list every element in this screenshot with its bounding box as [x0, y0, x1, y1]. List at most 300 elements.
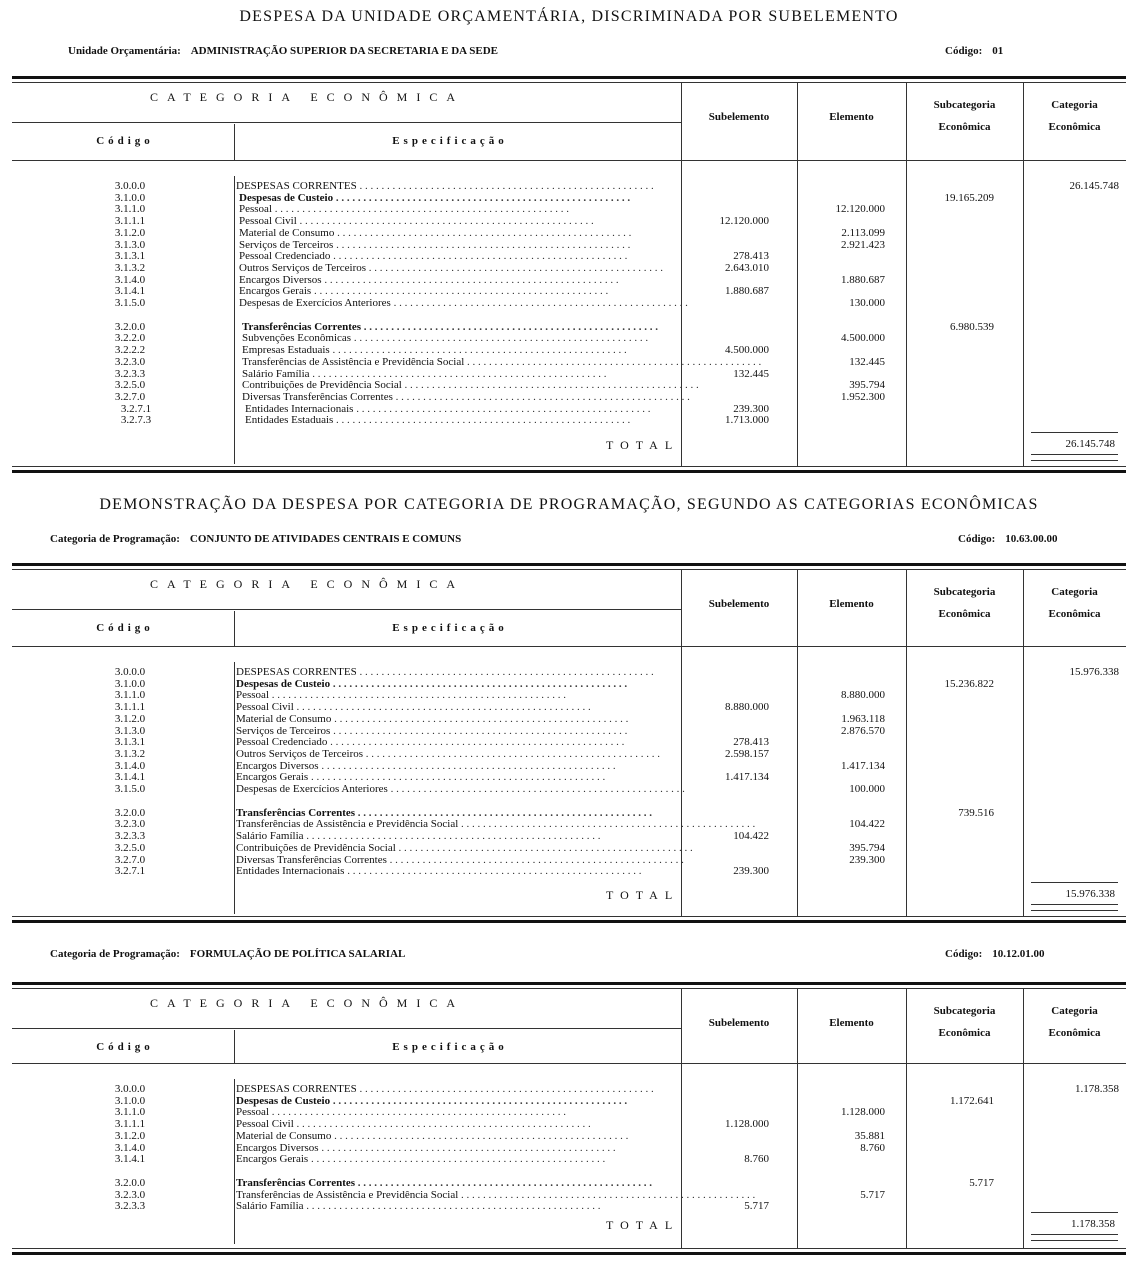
- table-row: [0, 725, 1138, 737]
- leader-dots: . . . . . . . . . . . . . . . . . . . . . . . . . . . . . . . . . . . . . . . . . . . . . . . . . . . . . .: [355, 1176, 653, 1189]
- row-spec-text: Empresas Estaduais: [242, 344, 330, 357]
- leader-dots: . . . . . . . . . . . . . . . . . . . . . . . . . . . . . . . . . . . . . . . . . . . . . . . . . . . . . .: [303, 830, 601, 843]
- total-underline-2: [1031, 910, 1118, 911]
- row-spec-text: Diversas Transferências Correntes: [242, 390, 393, 403]
- table-top-rule: [12, 982, 1126, 985]
- row-specification: [242, 332, 675, 344]
- leader-dots: . . . . . . . . . . . . . . . . . . . . . . . . . . . . . . . . . . . . . . . . . . . . . . . . . . . . . .: [334, 226, 632, 239]
- code-value: 10.63.00.00: [1005, 533, 1058, 545]
- table-row: [0, 180, 1138, 192]
- row-specification: [239, 274, 675, 286]
- section-code: [958, 533, 1058, 545]
- row-specification: [236, 841, 693, 854]
- row-subelemento: 278.413: [733, 250, 769, 263]
- row-specification: [242, 344, 675, 356]
- row-subelemento: 132.445: [733, 367, 769, 380]
- meta-value: FORMULAÇÃO DE POLÍTICA SALARIAL: [189, 948, 406, 960]
- header-elemento: Elemento: [829, 598, 874, 610]
- header-categoria-line1: Categoria: [1051, 586, 1098, 598]
- header-categoria-line1: Categoria: [1051, 99, 1098, 111]
- row-spec-text: Pessoal: [239, 203, 272, 216]
- row-code: 3.2.0.0: [114, 806, 146, 819]
- row-spec-text: Outros Serviços de Terceiros: [239, 261, 367, 274]
- row-elemento: 1.880.687: [841, 273, 885, 286]
- leader-dots: . . . . . . . . . . . . . . . . . . . . . . . . . . . . . . . . . . . . . . . . . . . . . . . . . . . . . .: [333, 191, 631, 204]
- row-spec-text: Subvenções Econômicas: [242, 332, 352, 345]
- row-spec-text: Despesas de Custeio: [239, 191, 334, 204]
- row-spec-text: Outros Serviços de Terceiros: [236, 747, 364, 760]
- table-row: [0, 1130, 1138, 1142]
- code-label: Código:: [945, 948, 983, 960]
- header-subelemento: Subelemento: [708, 1017, 770, 1029]
- header-subcategoria-line2: Econômica: [938, 121, 991, 133]
- row-specification: [236, 666, 675, 678]
- header-categoria-economica: CATEGORIA ECONÔMICA: [150, 996, 465, 1010]
- row-spec-text: Pessoal Credenciado: [236, 736, 328, 749]
- row-code: 3.1.2.0: [114, 226, 146, 239]
- row-specification: [239, 250, 675, 262]
- row-spec-text: Pessoal Civil: [236, 701, 294, 714]
- row-spec-text: Diversas Transferências Correntes: [236, 853, 387, 866]
- table-row: [0, 771, 1138, 783]
- total-label: TOTAL: [606, 1218, 680, 1232]
- leader-dots: . . . . . . . . . . . . . . . . . . . . . . . . . . . . . . . . . . . . . . . . . . . . . . . . . . . . . .: [308, 1153, 606, 1166]
- row-specification: [236, 771, 675, 783]
- row-spec-text: Entidades Internacionais: [245, 402, 354, 415]
- row-specification: [236, 1153, 675, 1165]
- row-spec-text: Despesas de Exercícios Anteriores: [236, 783, 388, 795]
- row-specification: [245, 403, 675, 415]
- leader-dots: . . . . . . . . . . . . . . . . . . . . . . . . . . . . . . . . . . . . . . . . . . . . . . . . . . . . . .: [356, 666, 654, 678]
- leader-dots: . . . . . . . . . . . . . . . . . . . . . . . . . . . . . . . . . . . . . . . . . . . . . . . . . . . . . .: [363, 747, 661, 760]
- row-code: 3.2.3.0: [114, 818, 146, 831]
- row-specification: [236, 1130, 675, 1142]
- row-specification: [236, 760, 675, 772]
- table-row: [0, 215, 1138, 227]
- categoria-underline: [12, 122, 681, 123]
- row-elemento: 5.717: [860, 1188, 885, 1201]
- row-code: 3.2.5.0: [114, 841, 146, 854]
- total-underline-1: [1031, 1234, 1118, 1235]
- header-categoria-line2: Econômica: [1048, 1027, 1101, 1039]
- section-meta-line: [50, 948, 405, 960]
- row-subelemento: 4.500.000: [725, 344, 769, 357]
- section-meta-line: [50, 533, 461, 545]
- row-spec-text: Transferências Correntes: [242, 320, 362, 333]
- table-top-rule-thin: [12, 569, 1126, 570]
- row-spec-text: Pessoal: [236, 689, 269, 702]
- table-top-rule-thin: [12, 82, 1126, 83]
- table-row: [0, 1095, 1138, 1107]
- table-row: [0, 297, 1138, 309]
- leader-dots: . . . . . . . . . . . . . . . . . . . . . . . . . . . . . . . . . . . . . . . . . . . . . . . . . . . . . .: [296, 215, 594, 228]
- row-subelemento: 5.717: [744, 1200, 769, 1213]
- leader-dots: . . . . . . . . . . . . . . . . . . . . . . . . . . . . . . . . . . . . . . . . . . . . . . . . . . . . . .: [269, 1106, 566, 1119]
- row-specification: [236, 180, 675, 192]
- header-subcategoria-line2: Econômica: [938, 1027, 991, 1039]
- row-specification: [239, 297, 688, 309]
- row-code: 3.2.7.0: [114, 390, 146, 403]
- row-code: 3.1.2.0: [114, 1129, 146, 1142]
- row-specification: [239, 227, 675, 239]
- leader-dots: . . . . . . . . . . . . . . . . . . . . . . . . . . . . . . . . . . . . . . . . . . . . . . . . . . . . . .: [386, 853, 684, 866]
- table-row: [0, 1083, 1138, 1095]
- header-codigo: Código: [96, 135, 154, 147]
- header-elemento: Elemento: [829, 111, 874, 123]
- table-bottom-rule-thin: [12, 466, 1126, 467]
- header-categoria-economica: CATEGORIA ECONÔMICA: [150, 577, 465, 591]
- row-spec-text: DESPESAS CORRENTES: [236, 1083, 357, 1095]
- table-row: [0, 854, 1138, 866]
- leader-dots: . . . . . . . . . . . . . . . . . . . . . . . . . . . . . . . . . . . . . . . . . . . . . . . . . . . . . .: [303, 1200, 601, 1213]
- row-spec-text: Transferências de Assistência e Previdência Social: [242, 355, 465, 368]
- row-spec-text: Material de Consumo: [236, 1129, 332, 1142]
- categoria-underline: [12, 1028, 681, 1029]
- table-row: [0, 865, 1138, 877]
- row-spec-text: Transferências de Assistência e Previdência Social: [236, 818, 459, 831]
- row-spec-text: Entidades Estaduais: [245, 414, 334, 427]
- table-row: [0, 1189, 1138, 1201]
- row-specification: [236, 701, 675, 713]
- row-elemento: 8.760: [860, 1141, 885, 1154]
- row-spec-text: Transferências Correntes: [236, 1176, 356, 1189]
- table-bottom-rule: [12, 470, 1126, 473]
- row-spec-text: Contribuições de Previdência Social: [236, 841, 396, 854]
- code-spec-divider: [234, 124, 235, 160]
- header-elemento: Elemento: [829, 1017, 874, 1029]
- row-spec-text: Despesas de Custeio: [236, 1094, 331, 1107]
- row-specification: [239, 192, 675, 204]
- row-specification: [236, 736, 675, 748]
- row-specification: [239, 262, 675, 274]
- header-especificacao: Especificação: [392, 622, 508, 634]
- row-code: 3.1.1.0: [114, 203, 146, 216]
- leader-dots: . . . . . . . . . . . . . . . . . . . . . . . . . . . . . . . . . . . . . . . . . . . . . . . . . . . . . .: [333, 414, 631, 427]
- code-value: 01: [992, 45, 1004, 57]
- leader-dots: . . . . . . . . . . . . . . . . . . . . . . . . . . . . . . . . . . . . . . . . . . . . . . . . . . . . . .: [318, 759, 616, 772]
- total-box-top: [1031, 882, 1118, 883]
- code-label: Código:: [958, 533, 996, 545]
- leader-dots: . . . . . . . . . . . . . . . . . . . . . . . . . . . . . . . . . . . . . . . . . . . . . . . . . . . . . .: [331, 712, 629, 725]
- leader-dots: . . . . . . . . . . . . . . . . . . . . . . . . . . . . . . . . . . . . . . . . . . . . . . . . . . . . . .: [272, 203, 569, 216]
- row-specification: [236, 1095, 675, 1107]
- row-specification: [236, 678, 675, 690]
- row-specification: [236, 1118, 675, 1130]
- meta-label: Unidade Orçamentária:: [68, 45, 181, 57]
- row-code: 3.1.5.0: [114, 297, 146, 309]
- row-elemento: 2.113.099: [841, 226, 885, 239]
- total-label: TOTAL: [606, 888, 680, 902]
- row-elemento: 132.445: [849, 355, 885, 368]
- leader-dots: . . . . . . . . . . . . . . . . . . . . . . . . . . . . . . . . . . . . . . . . . . . . . . . . . . . . . .: [311, 285, 609, 298]
- row-specification: [236, 1142, 675, 1154]
- header-bottom-rule: [12, 160, 1126, 161]
- row-subcategoria: 15.236.822: [944, 677, 994, 690]
- leader-dots: . . . . . . . . . . . . . . . . . . . . . . . . . . . . . . . . . . . . . . . . . . . . . . . . . . . . . .: [293, 1118, 591, 1131]
- row-elemento: 130.000: [849, 297, 885, 309]
- leader-dots: . . . . . . . . . . . . . . . . . . . . . . . . . . . . . . . . . . . . . . . . . . . . . . . . . . . . . .: [401, 379, 699, 392]
- table-row: [0, 203, 1138, 215]
- row-subelemento: 239.300: [733, 865, 769, 878]
- leader-dots: . . . . . . . . . . . . . . . . . . . . . . . . . . . . . . . . . . . . . . . . . . . . . . . . . . . . . .: [330, 1094, 628, 1107]
- table-row: [0, 1118, 1138, 1130]
- header-categoria: [1023, 581, 1126, 625]
- total-label: TOTAL: [606, 438, 680, 452]
- header-especificacao: Especificação: [392, 135, 508, 147]
- row-spec-text: DESPESAS CORRENTES: [236, 180, 357, 192]
- row-categoria: 26.145.748: [1069, 180, 1119, 192]
- meta-label: Categoria de Programação:: [50, 533, 180, 545]
- total-box-top: [1031, 432, 1118, 433]
- header-categoria-line1: Categoria: [1051, 1005, 1098, 1017]
- table-row: [0, 1142, 1138, 1154]
- leader-dots: . . . . . . . . . . . . . . . . . . . . . . . . . . . . . . . . . . . . . . . . . . . . . . . . . . . . . .: [395, 841, 693, 854]
- table-row: [0, 689, 1138, 701]
- leader-dots: . . . . . . . . . . . . . . . . . . . . . . . . . . . . . . . . . . . . . . . . . . . . . . . . . . . . . .: [392, 390, 690, 403]
- table-row: [0, 332, 1138, 344]
- table-row: [0, 285, 1138, 297]
- table-bottom-rule: [12, 1252, 1126, 1255]
- leader-dots: . . . . . . . . . . . . . . . . . . . . . . . . . . . . . . . . . . . . . . . . . . . . . . . . . . . . . .: [458, 1188, 756, 1201]
- row-spec-text: Transferências de Assistência e Previdência Social: [236, 1188, 459, 1201]
- row-elemento: 100.000: [849, 783, 885, 795]
- row-code: 3.1.1.1: [114, 701, 146, 714]
- table-row: [0, 666, 1138, 678]
- row-elemento: 395.794: [849, 841, 885, 854]
- code-value: 10.12.01.00: [992, 948, 1045, 960]
- row-code: 3.1.1.0: [114, 1106, 146, 1119]
- row-code: 3.1.3.0: [114, 238, 146, 251]
- row-spec-text: Serviços de Terceiros: [239, 238, 334, 251]
- row-code: 3.1.4.0: [114, 273, 146, 286]
- meta-value: CONJUNTO DE ATIVIDADES CENTRAIS E COMUNS: [189, 533, 462, 545]
- row-categoria: 15.976.338: [1069, 666, 1119, 678]
- table-row: [0, 192, 1138, 204]
- header-categoria-line2: Econômica: [1048, 608, 1101, 620]
- row-specification: [236, 713, 675, 725]
- table-row: [0, 239, 1138, 251]
- row-code: 3.1.0.0: [114, 191, 146, 204]
- row-code: 3.1.0.0: [114, 677, 146, 690]
- row-code: 3.1.4.0: [114, 1141, 146, 1154]
- section-code: [945, 948, 1045, 960]
- leader-dots: . . . . . . . . . . . . . . . . . . . . . . . . . . . . . . . . . . . . . . . . . . . . . . . . . . . . . .: [308, 771, 606, 784]
- row-code: 3.2.2.0: [114, 332, 146, 345]
- header-subcategoria-line1: Subcategoria: [933, 1005, 996, 1017]
- leader-dots: . . . . . . . . . . . . . . . . . . . . . . . . . . . . . . . . . . . . . . . . . . . . . . . . . . . . . .: [390, 297, 688, 309]
- header-subelemento: Subelemento: [708, 111, 770, 123]
- table-row: [0, 760, 1138, 772]
- row-elemento: 239.300: [849, 853, 885, 866]
- row-code: 3.1.2.0: [114, 712, 146, 725]
- row-specification: [242, 390, 690, 403]
- leader-dots: . . . . . . . . . . . . . . . . . . . . . . . . . . . . . . . . . . . . . . . . . . . . . . . . . . . . . .: [318, 1141, 616, 1154]
- row-spec-text: Pessoal Civil: [236, 1118, 294, 1131]
- row-elemento: 1.952.300: [841, 390, 885, 403]
- header-subcategoria: [906, 94, 1023, 138]
- table-row: [0, 748, 1138, 760]
- row-code: 3.1.3.2: [114, 747, 146, 760]
- table-row: [0, 1177, 1138, 1189]
- header-bottom-rule: [12, 1063, 1126, 1064]
- row-code: 3.1.4.0: [114, 759, 146, 772]
- leader-dots: . . . . . . . . . . . . . . . . . . . . . . . . . . . . . . . . . . . . . . . . . . . . . . . . . . . . . .: [329, 344, 627, 357]
- row-specification: [236, 748, 675, 760]
- row-specification: [242, 368, 675, 380]
- row-spec-text: Transferências Correntes: [236, 806, 356, 819]
- header-categoria: [1023, 94, 1126, 138]
- row-spec-text: Material de Consumo: [236, 712, 332, 725]
- row-specification: [236, 1188, 756, 1201]
- row-elemento: 8.880.000: [841, 689, 885, 702]
- table-row: [0, 356, 1138, 368]
- row-specification: [236, 830, 675, 842]
- row-specification: [236, 818, 756, 831]
- table-row: [0, 736, 1138, 748]
- row-specification: [236, 1106, 675, 1118]
- row-spec-text: DESPESAS CORRENTES: [236, 666, 357, 678]
- total-underline-2: [1031, 460, 1118, 461]
- row-code: 3.1.3.0: [114, 724, 146, 737]
- leader-dots: . . . . . . . . . . . . . . . . . . . . . . . . . . . . . . . . . . . . . . . . . . . . . . . . . . . . . .: [356, 1083, 654, 1095]
- row-code: 3.2.5.0: [114, 379, 146, 392]
- table-top-rule-thin: [12, 988, 1126, 989]
- row-spec-text: Pessoal Credenciado: [239, 250, 331, 263]
- row-spec-text: Pessoal Civil: [239, 215, 297, 228]
- total-value: 1.178.358: [1071, 1218, 1115, 1230]
- row-elemento: 2.876.570: [841, 724, 885, 737]
- table-row: [0, 701, 1138, 713]
- table-row: [0, 414, 1138, 426]
- leader-dots: . . . . . . . . . . . . . . . . . . . . . . . . . . . . . . . . . . . . . . . . . . . . . . . . . . . . . .: [321, 273, 619, 286]
- row-specification: [245, 414, 675, 426]
- header-subcategoria: [906, 1000, 1023, 1044]
- row-code: 3.2.0.0: [114, 1176, 146, 1189]
- row-code: 3.1.4.1: [114, 285, 146, 298]
- code-spec-divider: [234, 611, 235, 646]
- table-row: [0, 391, 1138, 403]
- header-subcategoria-line1: Subcategoria: [933, 99, 996, 111]
- section-code: [945, 45, 1003, 57]
- row-spec-text: Encargos Diversos: [236, 759, 319, 772]
- row-elemento: 35.881: [854, 1129, 885, 1142]
- header-subcategoria: [906, 581, 1023, 625]
- header-subcategoria-line1: Subcategoria: [933, 586, 996, 598]
- row-specification: [236, 689, 675, 701]
- row-code: 3.2.2.2: [114, 344, 146, 357]
- meta-label: Categoria de Programação:: [50, 948, 180, 960]
- leader-dots: . . . . . . . . . . . . . . . . . . . . . . . . . . . . . . . . . . . . . . . . . . . . . . . . . . . . . .: [330, 724, 628, 737]
- row-subelemento: 239.300: [733, 402, 769, 415]
- total-value: 15.976.338: [1065, 888, 1115, 900]
- row-spec-text: Salário Família: [236, 830, 304, 843]
- row-spec-text: Encargos Diversos: [236, 1141, 319, 1154]
- row-specification: [236, 1200, 675, 1212]
- row-specification: [236, 783, 685, 795]
- table-top-rule: [12, 76, 1126, 79]
- table-row: [0, 262, 1138, 274]
- leader-dots: . . . . . . . . . . . . . . . . . . . . . . . . . . . . . . . . . . . . . . . . . . . . . . . . . . . . . .: [366, 261, 664, 274]
- row-code: 3.2.7.1: [120, 402, 152, 415]
- total-underline-2: [1031, 1240, 1118, 1241]
- table-bottom-rule-thin: [12, 916, 1126, 917]
- row-elemento: 1.417.134: [841, 759, 885, 772]
- section-meta-line: [68, 45, 498, 57]
- table-row: [0, 818, 1138, 830]
- leader-dots: . . . . . . . . . . . . . . . . . . . . . . . . . . . . . . . . . . . . . . . . . . . . . . . . . . . . . .: [464, 355, 762, 368]
- row-specification: [239, 239, 675, 251]
- row-code: 3.2.0.0: [114, 320, 146, 333]
- row-code: 3.1.1.0: [114, 689, 146, 702]
- total-value: 26.145.748: [1065, 438, 1115, 450]
- row-code: 3.1.4.1: [114, 1153, 146, 1166]
- leader-dots: . . . . . . . . . . . . . . . . . . . . . . . . . . . . . . . . . . . . . . . . . . . . . . . . . . . . . .: [356, 180, 654, 192]
- table-row: [0, 783, 1138, 795]
- table-row: [0, 368, 1138, 380]
- header-codigo: Código: [96, 1041, 154, 1053]
- row-code: 3.1.3.1: [114, 250, 146, 263]
- header-categoria-economica: CATEGORIA ECONÔMICA: [150, 90, 465, 104]
- row-code: 3.1.4.1: [114, 771, 146, 784]
- row-subelemento: 12.120.000: [719, 215, 769, 228]
- row-elemento: 2.921.423: [841, 238, 885, 251]
- row-code: 3.1.3.2: [114, 261, 146, 274]
- row-specification: [236, 1083, 675, 1095]
- table-row: [0, 678, 1138, 690]
- row-subelemento: 2.643.010: [725, 261, 769, 274]
- row-elemento: 104.422: [849, 818, 885, 831]
- row-subelemento: 1.713.000: [725, 414, 769, 427]
- row-specification: [242, 355, 762, 368]
- row-subelemento: 1.128.000: [725, 1118, 769, 1131]
- row-elemento: 395.794: [849, 379, 885, 392]
- total-box-top: [1031, 1212, 1118, 1213]
- row-spec-text: Salário Família: [242, 367, 310, 380]
- row-spec-text: Encargos Gerais: [239, 285, 312, 298]
- row-subelemento: 1.417.134: [725, 771, 769, 784]
- row-spec-text: Contribuições de Previdência Social: [242, 379, 402, 392]
- row-code: 3.0.0.0: [114, 666, 146, 678]
- row-code: 3.2.7.3: [120, 414, 152, 427]
- row-subcategoria: 739.516: [958, 806, 994, 819]
- table-row: [0, 344, 1138, 356]
- row-spec-text: Encargos Gerais: [236, 1153, 309, 1166]
- code-label: Código:: [945, 45, 983, 57]
- table-row: [0, 227, 1138, 239]
- row-spec-text: Entidades Internacionais: [236, 865, 345, 878]
- row-code: 3.2.7.1: [114, 865, 146, 878]
- leader-dots: . . . . . . . . . . . . . . . . . . . . . . . . . . . . . . . . . . . . . . . . . . . . . . . . . . . . . .: [458, 818, 756, 831]
- row-specification: [239, 215, 675, 227]
- row-code: 3.1.5.0: [114, 783, 146, 795]
- row-subelemento: 8.880.000: [725, 701, 769, 714]
- row-code: 3.1.1.1: [114, 1118, 146, 1131]
- header-especificacao: Especificação: [392, 1041, 508, 1053]
- row-specification: [236, 865, 675, 877]
- table-row: [0, 1106, 1138, 1118]
- row-elemento: 4.500.000: [841, 332, 885, 345]
- leader-dots: . . . . . . . . . . . . . . . . . . . . . . . . . . . . . . . . . . . . . . . . . . . . . . . . . . . . . .: [293, 701, 591, 714]
- row-spec-text: Encargos Gerais: [236, 771, 309, 784]
- row-code: 3.2.3.3: [114, 1200, 146, 1213]
- leader-dots: . . . . . . . . . . . . . . . . . . . . . . . . . . . . . . . . . . . . . . . . . . . . . . . . . . . . . .: [344, 865, 642, 878]
- total-underline-1: [1031, 454, 1118, 455]
- leader-dots: . . . . . . . . . . . . . . . . . . . . . . . . . . . . . . . . . . . . . . . . . . . . . . . . . . . . . .: [309, 367, 607, 380]
- table-top-rule: [12, 563, 1126, 566]
- table-bottom-rule-thin: [12, 1248, 1126, 1249]
- row-spec-text: Serviços de Terceiros: [236, 724, 331, 737]
- row-code: 3.1.1.1: [114, 215, 146, 228]
